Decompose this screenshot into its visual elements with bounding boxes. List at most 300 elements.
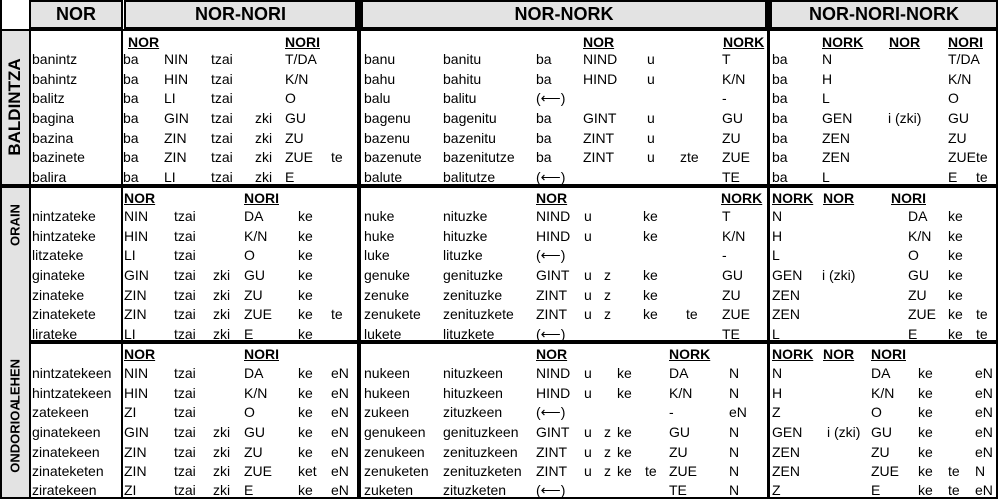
table-cell: te [976,326,988,342]
table-cell: z [604,444,611,460]
table-cell: zki [213,444,231,460]
column-label: NORI [948,34,983,50]
table-cell: T/DA [285,51,317,67]
table-cell: N [772,365,783,381]
table-cell: L [772,247,780,263]
table-cell: ZUE [669,463,697,479]
column-label: NORK [723,34,765,50]
table-cell: ke [918,424,933,440]
table-cell: eN [331,365,349,381]
table-cell: ba [772,90,788,106]
table-cell: NIN [164,51,189,67]
table-cell: H [822,71,833,87]
table-cell: ke [643,208,658,224]
table-cell: ZUE [244,306,272,322]
table-cell: ZU [948,130,967,146]
table-cell: ke [617,424,632,440]
side-label-baldintza [0,29,29,185]
table-cell: bazinete [32,149,85,165]
table-cell: tzai [211,90,233,106]
table-cell: DA [244,208,264,224]
table-cell: ZUE [722,149,750,165]
table-cell: ke [948,228,963,244]
table-cell: ZIN [124,306,147,322]
table-cell: K/N [669,385,693,401]
table-cell: K/N [948,71,972,87]
table-cell: ba [536,149,552,165]
table-cell: DA [669,365,689,381]
table-cell: ZINT [536,287,568,303]
table-cell: ba [123,130,139,146]
column-label: NOR [128,34,160,50]
table-cell: zki [213,482,231,498]
table-cell: ZUE [722,306,750,322]
table-cell: z [604,267,611,283]
table-cell: ke [948,208,963,224]
table-cell: tzai [174,463,196,479]
table-cell: GU [285,110,306,126]
table-cell: K/N [722,71,746,87]
table-cell: H [772,228,783,244]
column-label: NORI [891,190,926,206]
table-cell: O [948,90,959,106]
table-cell: ZIN [164,130,187,146]
table-cell: zenuke [364,287,410,303]
table-cell: zatekeen [32,404,89,420]
table-cell: GINT [583,110,617,126]
table-cell: ba [123,90,139,106]
table-cell: K/N [244,228,268,244]
table-cell: E [948,169,958,185]
table-cell: eN [975,444,993,460]
column-label: NOR [536,346,568,362]
column-label: NORI [871,346,906,362]
table-cell: te [976,149,988,165]
table-cell: z [604,463,611,479]
table-cell: bahu [364,71,396,87]
table-cell: ZUE [285,149,313,165]
table-cell: ba [772,130,788,146]
table-cell: HIND [583,71,618,87]
table-cell: GEN [772,267,803,283]
table-cell: ZU [871,444,890,460]
table-cell: ke [298,444,313,460]
table-cell: NIND [536,365,571,381]
table-cell: tzai [211,51,233,67]
table-cell: GU [669,424,690,440]
table-cell: z [604,424,611,440]
table-cell: ke [948,267,963,283]
ondorioa-label: ONDORIOA [7,401,22,473]
table-cell: ke [918,444,933,460]
table-cell: ke [298,365,313,381]
table-cell: banintz [32,51,78,67]
table-cell: GIN [124,424,149,440]
table-cell: O [285,90,296,106]
table-cell: ZUE [908,306,936,322]
table-cell: N [729,444,740,460]
table-cell: K/N [285,71,309,87]
table-cell: u [584,365,592,381]
table-cell: T [722,51,731,67]
table-cell: T [722,208,731,224]
table-cell: GU [244,267,265,283]
table-cell: u [647,149,655,165]
table-cell: zki [213,306,231,322]
table-cell: ke [918,365,933,381]
table-cell: zinateketen [32,463,104,479]
table-cell: zki [213,267,231,283]
table-cell: GU [722,110,743,126]
table-cell: tzai [174,326,196,342]
table-cell: te [948,463,960,479]
table-cell: O [244,404,255,420]
table-cell: nukeen [364,365,410,381]
table-cell: ba [772,169,788,185]
table-cell: genituzke [443,267,503,283]
table-cell: E [908,326,918,342]
table-cell: HIND [536,385,571,401]
table-cell: hituzke [443,228,488,244]
grid-line [29,29,31,499]
table-cell: ZIN [124,444,147,460]
table-cell: banu [364,51,396,67]
table-cell: balitutze [443,169,496,185]
table-cell: N [729,463,740,479]
table-cell: lituzke [443,247,483,263]
table-cell: ZINT [536,444,568,460]
table-cell: tzai [174,365,196,381]
table-cell: huke [364,228,395,244]
table-cell: zenituzketen [443,463,522,479]
table-cell: ZEN [822,149,850,165]
table-cell: ke [918,404,933,420]
table-cell: GU [908,267,929,283]
table-cell: GIN [124,267,149,283]
table-cell: ziratekeen [32,482,97,498]
table-cell: eN [331,482,349,498]
table-cell: E [244,326,254,342]
table-cell: GIN [164,110,189,126]
table-cell: - [669,404,674,420]
table-cell: ke [948,287,963,303]
table-cell: O [244,247,255,263]
table-cell: ke [298,228,313,244]
table-cell: lituzkete [443,326,495,342]
column-label: NOR [124,346,156,362]
table-cell: zki [255,169,273,185]
table-cell: eN [331,424,349,440]
table-cell: ke [298,326,313,342]
table-cell: ke [298,482,313,498]
table-cell: tzai [211,110,233,126]
table-cell: zki [255,149,273,165]
table-cell: u [647,71,655,87]
table-cell: ke [918,482,933,498]
column-label: NOR [124,190,156,206]
table-cell: eN [331,463,349,479]
table-cell: ke [298,287,313,303]
table-cell: Z [772,482,781,498]
lehen-label: LEHEN [7,358,22,404]
table-cell: ZINT [536,306,568,322]
table-cell: ba [536,110,552,126]
table-cell: i (zki) [888,110,922,126]
table-cell: bazenute [364,149,422,165]
table-cell: ZU [669,444,688,460]
table-cell: zituzketen [443,482,507,498]
table-cell: LI [124,247,136,263]
column-label: NORI [285,34,320,50]
table-cell: u [647,51,655,67]
table-cell: T/DA [948,51,980,67]
table-cell: ke [948,326,963,342]
table-cell: ke [643,306,658,322]
table-cell: eN [331,404,349,420]
table-cell: ba [123,169,139,185]
table-cell: ke [643,228,658,244]
table-cell: ket [298,463,317,479]
table-cell: u [584,228,592,244]
table-cell: tzai [211,71,233,87]
table-cell: nituzkeen [443,365,503,381]
grid-line [0,29,998,31]
side-label-ondorioa-orain [0,185,29,499]
table-cell: hituzkeen [443,385,503,401]
table-cell: u [584,267,592,283]
table-cell: ba [123,51,139,67]
table-cell: (⟵) [536,247,566,263]
table-cell: DA [244,365,264,381]
table-cell: te [331,306,343,322]
table-cell: L [822,169,830,185]
table-cell: L [772,326,780,342]
table-cell: u [647,110,655,126]
table-cell: luke [364,247,390,263]
table-cell: u [584,424,592,440]
table-cell: u [584,287,592,303]
table-cell: ZU [722,287,741,303]
table-cell: bazenitutze [443,149,515,165]
table-cell: tzai [174,287,196,303]
column-label: NOR [536,190,568,206]
table-cell: tzai [211,169,233,185]
table-cell: GEN [822,110,853,126]
table-cell: ba [772,51,788,67]
table-cell: K/N [244,385,268,401]
table-cell: - [722,247,727,263]
table-cell: ZI [124,404,137,420]
table-cell: ZEN [772,306,800,322]
table-cell: ke [298,424,313,440]
table-cell: (⟵) [536,326,566,342]
table-cell: HIN [164,71,189,87]
table-cell: zki [213,287,231,303]
table-cell: ke [617,463,632,479]
table-cell: zinatekeen [32,444,100,460]
table-cell: O [908,247,919,263]
table-cell: LI [124,326,136,342]
table-cell: zki [213,424,231,440]
table-cell: u [584,463,592,479]
table-cell: NIND [536,208,571,224]
table-cell: ZEN [772,444,800,460]
table-cell: hintzatekeen [32,385,112,401]
table-cell: O [871,404,882,420]
table-cell: genuke [364,267,410,283]
column-label: NOR [823,190,855,206]
table-cell: NIN [124,208,149,224]
table-cell: nituzke [443,208,488,224]
table-cell: ke [617,444,632,460]
table-cell: N [975,463,986,479]
column-label: NOR [889,34,921,50]
table-cell: zuketen [364,482,414,498]
table-cell: eN [975,385,993,401]
table-cell: i (zki) [822,267,856,283]
table-cell: - [722,90,727,106]
table-cell: balu [364,90,391,106]
table-cell: N [772,208,783,224]
table-cell: tzai [211,130,233,146]
column-label: NOR [583,34,615,50]
table-cell: ke [643,267,658,283]
table-cell: te [686,306,698,322]
table-cell: DA [908,208,928,224]
table-cell: tzai [174,228,196,244]
table-cell: ZIN [124,463,147,479]
header-nor-nori-nork: NOR-NORI-NORK [770,0,998,29]
table-cell: tzai [174,306,196,322]
table-cell: balitz [32,90,65,106]
table-cell: GINT [536,424,570,440]
baldintza-label: BALDINTZA [4,58,24,156]
table-cell: balute [364,169,403,185]
table-cell: nintzateke [32,208,96,224]
table-cell: ke [617,365,632,381]
table-cell: bahitu [443,71,482,87]
table-cell: Z [772,404,781,420]
table-cell: banitu [443,51,482,67]
table-cell: te [948,482,960,498]
table-cell: ZINT [583,130,615,146]
table-cell: hintzateke [32,228,96,244]
table-cell: u [584,306,592,322]
table-cell: tzai [174,385,196,401]
table-cell: tzai [174,482,196,498]
table-cell: zki [255,110,273,126]
table-cell: ke [643,287,658,303]
table-cell: GU [722,267,743,283]
table-cell: ba [536,71,552,87]
header-nor-nori: NOR-NORI [124,0,357,29]
table-cell: ke [298,208,313,224]
table-cell: ke [298,247,313,263]
table-cell: ZEN [772,287,800,303]
table-cell: ba [123,71,139,87]
table-cell: ZUE [244,463,272,479]
table-cell: zenituzke [443,287,503,303]
table-cell: TE [669,482,687,498]
table-cell: ba [536,51,552,67]
table-cell: zki [255,130,273,146]
table-cell: te [645,463,657,479]
table-cell: (⟵) [536,169,566,185]
table-cell: ke [918,385,933,401]
table-cell: ba [772,110,788,126]
table-cell: nintzatekeen [32,365,112,381]
table-cell: GEN [772,424,803,440]
table-cell: eN [975,424,993,440]
table-cell: te [976,169,988,185]
table-cell: NIND [583,51,618,67]
table-cell: zenituzkete [443,306,514,322]
table-cell: ke [298,267,313,283]
table-cell: GU [871,424,892,440]
table-cell: ba [123,110,139,126]
table-cell: zinateke [32,287,85,303]
table-cell: u [584,444,592,460]
column-label: NORK [822,34,864,50]
table-cell: zki [213,463,231,479]
table-cell: ke [617,385,632,401]
table-cell: K/N [908,228,932,244]
table-cell: z [604,287,611,303]
table-cell: ke [918,463,933,479]
table-cell: E [244,482,254,498]
table-cell: N [822,51,833,67]
table-cell: ZU [244,287,263,303]
table-cell: (⟵) [536,404,566,420]
header-nor-nork: NOR-NORK [361,0,767,29]
table-cell: HIND [536,228,571,244]
table-cell: zukeen [364,404,410,420]
table-cell: eN [975,365,993,381]
table-cell: lirateke [32,326,78,342]
table-cell: eN [331,385,349,401]
table-cell: zki [213,326,231,342]
table-cell: zenituzkeen [443,444,518,460]
table-cell: nuke [364,208,395,224]
table-cell: tzai [174,444,196,460]
table-cell: bagina [32,110,75,126]
table-cell: E [285,169,295,185]
table-cell: eN [729,404,747,420]
table-cell: u [584,385,592,401]
table-cell: N [729,385,740,401]
table-cell: ba [772,71,788,87]
table-cell: L [822,90,830,106]
table-cell: bazenu [364,130,410,146]
table-cell: ZU [244,444,263,460]
grid-line [0,0,2,499]
table-cell: ZU [908,287,927,303]
grid-line [0,184,998,188]
table-cell: DA [871,365,891,381]
table-cell: ke [298,306,313,322]
table-cell: ke [948,247,963,263]
table-cell: TE [722,326,740,342]
table-cell: litzateke [32,247,84,263]
table-cell: LI [164,169,176,185]
table-cell: ginatekeen [32,424,101,440]
table-cell: ba [123,149,139,165]
table-cell: zituzkeen [443,404,503,420]
table-cell: balitu [443,90,477,106]
orain-label: ORAIN [7,204,22,246]
table-cell: zinatekete [32,306,96,322]
table-cell: ZEN [822,130,850,146]
